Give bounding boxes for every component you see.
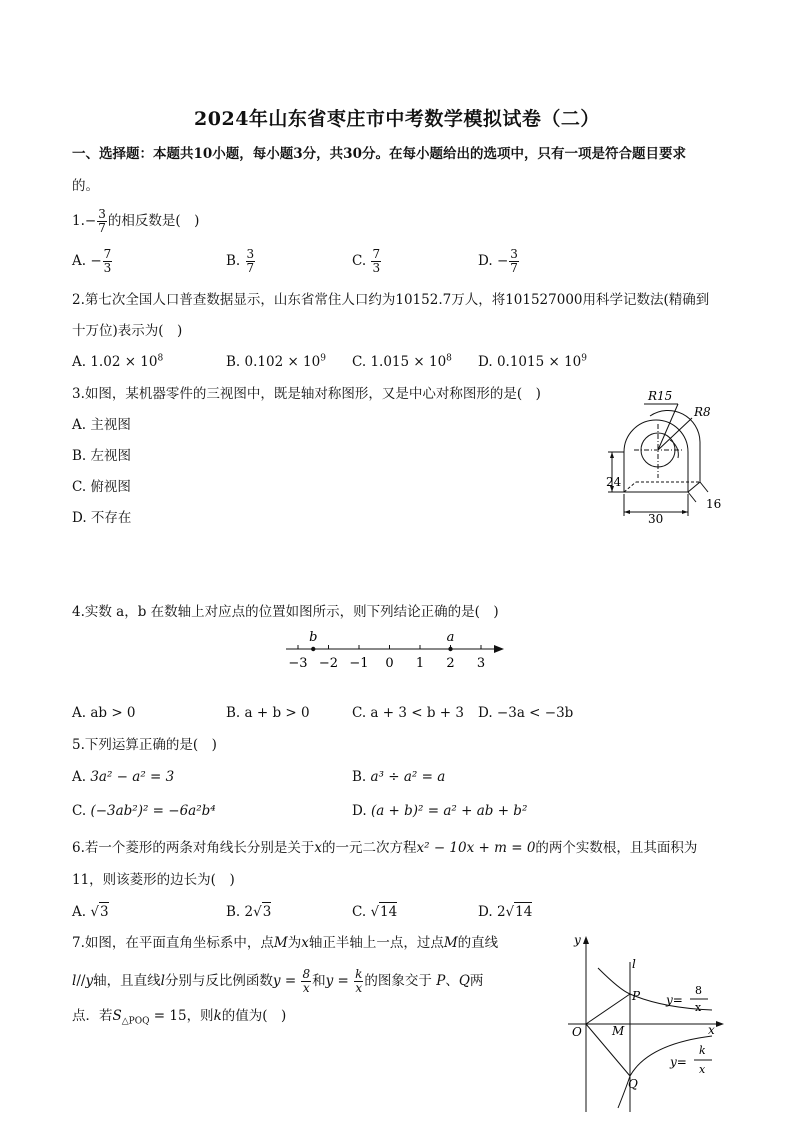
number-line-tick-label: −2 xyxy=(318,656,339,671)
option-label: A. xyxy=(72,904,87,920)
option-label: A. xyxy=(72,769,87,785)
label-origin: O xyxy=(572,1025,582,1039)
option-label: B. xyxy=(226,253,241,269)
frac-den: 7 xyxy=(246,261,255,275)
number-line-tick-label: −3 xyxy=(288,656,308,671)
option-radicand: 14 xyxy=(515,904,533,920)
option-label: D. xyxy=(478,354,493,370)
option-text: a³ ÷ a² = a xyxy=(370,769,446,785)
option-label: D. xyxy=(478,904,493,920)
option-base: 0.1015 × 10 xyxy=(496,354,582,370)
q7-var: M xyxy=(273,935,288,951)
frac-den: 7 xyxy=(510,261,518,275)
q6-option-b[interactable]: B. 2√3 xyxy=(226,904,272,920)
q1-minus: − xyxy=(84,213,97,229)
frac-num: 7 xyxy=(372,247,381,261)
frac-num: 3 xyxy=(246,247,255,261)
option-label: C. xyxy=(352,253,367,269)
option-fraction xyxy=(246,248,256,275)
q2-option-b[interactable] xyxy=(226,353,326,371)
number-line-ticks xyxy=(288,630,485,671)
label-num-1: 8 xyxy=(695,984,702,997)
number-line-tick-label: 2 xyxy=(446,656,455,671)
frac-den: 3 xyxy=(372,261,381,275)
option-coef: 2 xyxy=(244,904,254,920)
question-6-stem-cont: 11，则该菱形的边长为( ) xyxy=(72,872,235,888)
dim16-ext xyxy=(688,492,696,502)
number-line-tick-label: 3 xyxy=(476,656,486,671)
q7-var: y xyxy=(85,973,94,989)
q6-option-c[interactable]: C. √14 xyxy=(352,904,398,920)
option-sign: − xyxy=(90,253,102,269)
option-base: 1.015 × 10 xyxy=(370,354,447,370)
option-label: C. xyxy=(352,354,367,370)
q5-option-b[interactable] xyxy=(352,768,445,786)
q7-var: k xyxy=(213,1008,222,1024)
option-label: D. xyxy=(478,253,493,269)
q7-text: 分别与反比例函数 xyxy=(164,973,273,989)
q7-text: 和 xyxy=(312,973,326,989)
q5-option-c[interactable] xyxy=(72,802,216,820)
label-num-2: k xyxy=(699,1044,706,1057)
label-30: 30 xyxy=(648,512,664,525)
option-fraction xyxy=(371,248,381,275)
q3-option-b[interactable]: B. 左视图 xyxy=(72,448,132,464)
point-a-label: a xyxy=(446,630,455,645)
q7-var: l xyxy=(72,973,77,989)
page-title: 2024年山东省枣庄市中考数学模拟试卷（二） xyxy=(194,108,600,130)
q7-text: 、 xyxy=(445,973,459,989)
q7-text: 两 xyxy=(469,973,484,989)
q7-var: Q xyxy=(458,973,470,989)
q7-text: 为 xyxy=(287,935,302,951)
q7-var: x xyxy=(301,935,309,951)
q2-option-a[interactable] xyxy=(72,353,163,371)
q3-option-a[interactable]: A. 主视图 xyxy=(72,417,131,433)
q7-var: P xyxy=(436,973,446,989)
option-exp: 9 xyxy=(320,353,326,364)
q4-option-c[interactable]: C. a + 3 < b + 3 xyxy=(352,705,464,721)
point-b xyxy=(311,647,315,651)
q7-text: = 15 xyxy=(149,1008,187,1024)
q7-var: M xyxy=(443,935,458,951)
option-label: C. xyxy=(352,904,367,920)
q1-option-a[interactable] xyxy=(72,248,113,275)
q4-option-d[interactable]: D. −3a < −3b xyxy=(478,705,574,721)
number-line-tick-label: −1 xyxy=(349,656,369,671)
q1-frac-num: 3 xyxy=(98,207,106,221)
option-label: B. xyxy=(226,354,241,370)
q7-text: 的值为( ) xyxy=(221,1008,287,1024)
q6-option-d[interactable]: D. 2√14 xyxy=(478,904,533,920)
q6-equation: x² − 10x + m = 0 xyxy=(416,840,536,856)
option-coef: 2 xyxy=(496,904,506,920)
option-label: D. xyxy=(352,803,367,819)
option-label: A. xyxy=(72,253,87,269)
option-base: 0.102 × 10 xyxy=(244,354,321,370)
q7-sub: △POQ xyxy=(121,1016,150,1027)
frac-den: x xyxy=(355,981,363,995)
q1-fraction xyxy=(97,208,107,235)
label-x: x xyxy=(708,1023,715,1037)
section-header-cont: 的。 xyxy=(72,178,99,194)
frac-num: 7 xyxy=(103,247,112,261)
label-den-1: x xyxy=(695,1001,702,1014)
q6-text: 6.若一个菱形的两条对角线长分别是关于 xyxy=(72,840,315,856)
option-exp: 9 xyxy=(581,353,587,364)
q2-option-c[interactable] xyxy=(352,353,452,371)
q7-var: l xyxy=(160,973,165,989)
option-radicand: 14 xyxy=(380,904,398,920)
option-radicand: 3 xyxy=(99,904,109,920)
q1-option-c[interactable] xyxy=(352,248,382,275)
option-text: 3a² − a² = 3 xyxy=(90,769,175,785)
number-line-arrow xyxy=(494,645,504,653)
option-sign: − xyxy=(496,253,509,269)
arrow-head xyxy=(682,510,688,514)
q7-coordinate-figure xyxy=(562,930,732,1115)
label-r8: R8 xyxy=(694,405,711,419)
q3-part-figure xyxy=(600,380,730,525)
q7-text: 的图象交于 xyxy=(364,973,432,989)
option-label: B. xyxy=(352,769,367,785)
option-label: B. xyxy=(226,904,241,920)
point-a xyxy=(448,647,452,651)
label-Q: Q xyxy=(628,1077,638,1091)
q7-frac-2 xyxy=(354,968,363,995)
number-line-tick-label: 0 xyxy=(385,656,394,671)
frac-den: 3 xyxy=(103,261,112,275)
label-y-eq-1: y= xyxy=(666,993,683,1007)
q7-text: ，则 xyxy=(186,1008,214,1024)
q5-option-d[interactable] xyxy=(352,802,527,820)
q7-text: 轴正半轴上一点，过点 xyxy=(308,935,444,951)
question-4-stem: 4.实数 a，b 在数轴上对应点的位置如图所示，则下列结论正确的是( ) xyxy=(72,604,499,620)
question-5-stem: 5.下列运算正确的是( ) xyxy=(72,737,217,753)
question-2-stem-cont: 十万位)表示为( ) xyxy=(72,323,183,339)
arrow-head xyxy=(610,452,614,458)
q6-var: x xyxy=(314,840,323,856)
point-b-label: b xyxy=(309,630,318,645)
arrow-head xyxy=(624,510,630,514)
frac-den: x xyxy=(302,981,310,995)
segment-OP xyxy=(586,994,630,1024)
q7-var: S xyxy=(112,1008,122,1024)
option-label: C. xyxy=(72,803,87,819)
question-6-stem xyxy=(72,839,697,857)
q3-option-c[interactable]: C. 俯视图 xyxy=(72,479,131,495)
q1-option-d[interactable] xyxy=(478,248,520,275)
label-l: l xyxy=(632,957,636,971)
option-exp: 8 xyxy=(157,353,164,364)
q4-option-a[interactable]: A. ab > 0 xyxy=(72,705,136,721)
q1-frac-den: 7 xyxy=(98,221,106,235)
q2-option-d[interactable] xyxy=(478,353,587,371)
y-axis-arrow xyxy=(583,936,589,944)
q1-number: 1. xyxy=(72,213,85,229)
option-radicand: 3 xyxy=(262,904,272,920)
label-y: y xyxy=(574,933,581,947)
option-text: (−3ab²)² = −6a²b⁴ xyxy=(90,803,216,819)
label-P: P xyxy=(632,989,641,1003)
number-line-tick-label: 1 xyxy=(415,656,425,671)
question-1-stem xyxy=(72,208,199,235)
q4-number-line xyxy=(280,625,510,675)
label-24: 24 xyxy=(606,475,622,489)
hidden-edge-2 xyxy=(624,482,636,492)
option-text: (a + b)² = a² + ab + b² xyxy=(370,803,528,819)
option-base: 1.02 × 10 xyxy=(90,354,158,370)
q7-text: // xyxy=(76,973,86,989)
option-fraction xyxy=(103,248,113,275)
option-label: A. xyxy=(72,354,87,370)
q6-text: 的两个实数根，且其面积为 xyxy=(535,840,698,856)
dim16-ext-2 xyxy=(700,482,708,492)
q7-text: 轴，且直线 xyxy=(93,973,161,989)
section-header: 一、选择题：本题共10小题，每小题3分，共30分。在每小题给出的选项中，只有一项是符合题目要求 xyxy=(72,146,686,162)
frac-num: k xyxy=(355,967,363,981)
q7-var: y xyxy=(325,973,334,989)
label-16: 16 xyxy=(706,497,722,511)
frac-num: 8 xyxy=(302,967,311,981)
question-7-stem xyxy=(72,934,498,952)
q4-option-b[interactable]: B. a + b > 0 xyxy=(226,705,310,721)
label-den-2: x xyxy=(699,1063,706,1076)
q7-text: 7.如图，在平面直角坐标系中，点 xyxy=(72,935,274,951)
q6-text: 的一元二次方程 xyxy=(322,840,417,856)
curve-k-over-x xyxy=(618,1036,712,1108)
option-exp: 8 xyxy=(446,353,452,364)
label-r15: R15 xyxy=(648,389,673,403)
q7-frac-1 xyxy=(301,968,311,995)
question-7-stem-2: l//y轴，且直线l分别与反比例函数y = $\frac{8}{x}$ 和y = $\frac{k}{x}$ 的图象交于 P、Q两 xyxy=(72,967,484,995)
frac-num: 3 xyxy=(510,247,518,261)
q7-text: 的直线 xyxy=(457,935,499,951)
label-M: M xyxy=(612,1024,625,1038)
label-y-eq-2: y= xyxy=(670,1055,687,1069)
q5-option-a[interactable] xyxy=(72,768,174,786)
question-7-stem-3 xyxy=(72,1007,286,1025)
question-2-stem: 2.第七次全国人口普查数据显示，山东省常住人口约为10152.7万人，将101527000用科学记数法(精确到 xyxy=(72,292,710,308)
question-3-stem: 3.如图，某机器零件的三视图中，既是轴对称图形，又是中心对称图形的是( ) xyxy=(72,386,541,402)
q1-stem-tail: 的相反数是( ) xyxy=(107,213,200,229)
q3-option-d[interactable]: D. 不存在 xyxy=(72,510,132,526)
q7-text: 点．若 xyxy=(72,1008,113,1024)
q6-option-a[interactable]: A. √3 xyxy=(72,904,109,920)
x-axis-arrow xyxy=(716,1021,724,1027)
option-fraction xyxy=(509,248,519,275)
q1-option-b[interactable] xyxy=(226,248,256,275)
q7-var: y xyxy=(272,973,281,989)
